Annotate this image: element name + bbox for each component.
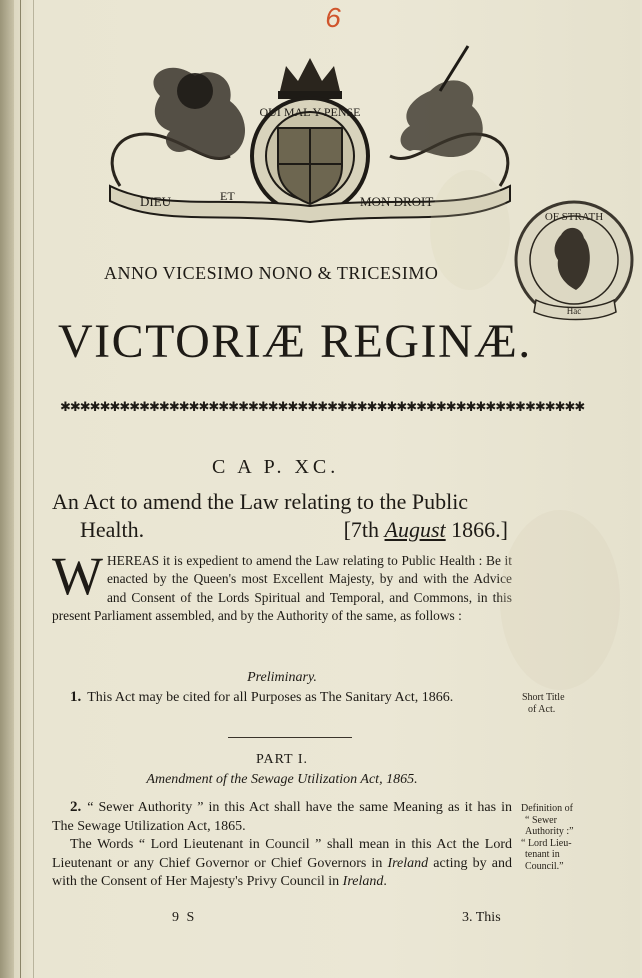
margin-note-line: “ Lord Lieu- [521, 837, 572, 849]
drop-cap: W [52, 546, 101, 606]
preamble-text: HEREAS it is expedient to amend the Law relating to Public Health : Be it enacted by the Queen's most Excellent Majesty, by and with the Advice and Consent of the Lords Spiritual and Temporal, and Commons, in this present Parliament assembled, and by the Authority of the same, as follows : [52, 553, 512, 624]
section-2-text-1: “ Sewer Authority ” in this Act shall have the same Meaning as it has in The Sewage Utilization Act, 1865. [52, 800, 512, 834]
folio-number: 6 [325, 2, 341, 33]
act-date-open: [7th [343, 517, 385, 542]
margin-note-definition [521, 803, 574, 872]
motto-mid: ET [220, 189, 235, 203]
act-date-close: 1866.] [445, 517, 508, 542]
part-title: PART I. [255, 752, 309, 767]
section-1-text: This Act may be cited for all Purposes as The Sanitary Act, 1866. [87, 690, 454, 705]
margin-note-line: Short Title [522, 692, 565, 703]
motto-right: MON DROIT [360, 194, 434, 209]
margin-note-line: Authority :” [525, 826, 574, 837]
section-2-ireland: Ireland [387, 855, 429, 871]
section-2 [52, 798, 512, 892]
catchword: 3. This [462, 910, 501, 925]
royal-arms-icon [100, 36, 520, 236]
margin-note-line: Council.” [525, 860, 564, 872]
stamp-ribbon-text: Hac [566, 306, 582, 316]
act-title-line2-text: Health. [80, 517, 145, 542]
section-1 [52, 688, 512, 708]
section-1-number: 1. [70, 689, 82, 705]
section-2-number: 2. [70, 799, 82, 815]
chapter-number: C A P. XC. [212, 456, 340, 478]
act-date-month: August [384, 517, 446, 542]
stamp-ring-text: OF STRATH [544, 211, 604, 223]
spine-line [20, 0, 21, 978]
regnal-year-heading: ANNO VICESIMO NONO & TRICESIMO [104, 263, 439, 283]
part-subtitle: Amendment of the Sewage Utilization Act, 1865. [146, 772, 418, 787]
act-title-line2 [52, 516, 516, 544]
margin-note-line: “ Sewer [525, 814, 557, 826]
reign-title: VICTORIÆ REGINÆ. [58, 315, 532, 368]
book-spine [0, 0, 14, 978]
margin-note-line: tenant in [525, 849, 560, 860]
section-2-text-2-mid: acting by and with the Consent of Her Majesty's Privy Council in [52, 855, 512, 890]
spine-line [33, 0, 34, 978]
garter-motto: QUI MAL Y PENSE [259, 105, 361, 119]
act-date [344, 516, 508, 544]
act-title-line1: An Act to amend the Law relating to the Public [52, 489, 469, 514]
section-2-text-2-pre: The Words “ Lord Lieutenant in Council ” shall mean in this Act the Lord Lieutenant or any Chief Governor or Chief Governors in [52, 837, 512, 871]
section-rule [228, 737, 352, 738]
preliminary-heading: Preliminary. [247, 670, 317, 685]
preamble [52, 546, 512, 626]
section-2-ireland-2: Ireland [342, 874, 384, 890]
margin-note-line: Definition of [521, 803, 573, 814]
motto-left: DIEU [140, 194, 172, 209]
margin-note-short-title [522, 692, 565, 715]
section-2-text-2-end: . [383, 874, 387, 890]
star-rule: ✱✱✱✱✱✱✱✱✱✱✱✱✱✱✱✱✱✱✱✱✱✱✱✱✱✱✱✱✱✱✱✱✱✱✱✱✱✱✱✱✱✱✱✱✱✱✱✱✱✱✱✱✱ [60, 399, 585, 414]
signature-mark: 9 S [172, 910, 197, 925]
margin-note-line: of Act. [528, 703, 556, 715]
act-title [52, 488, 516, 544]
